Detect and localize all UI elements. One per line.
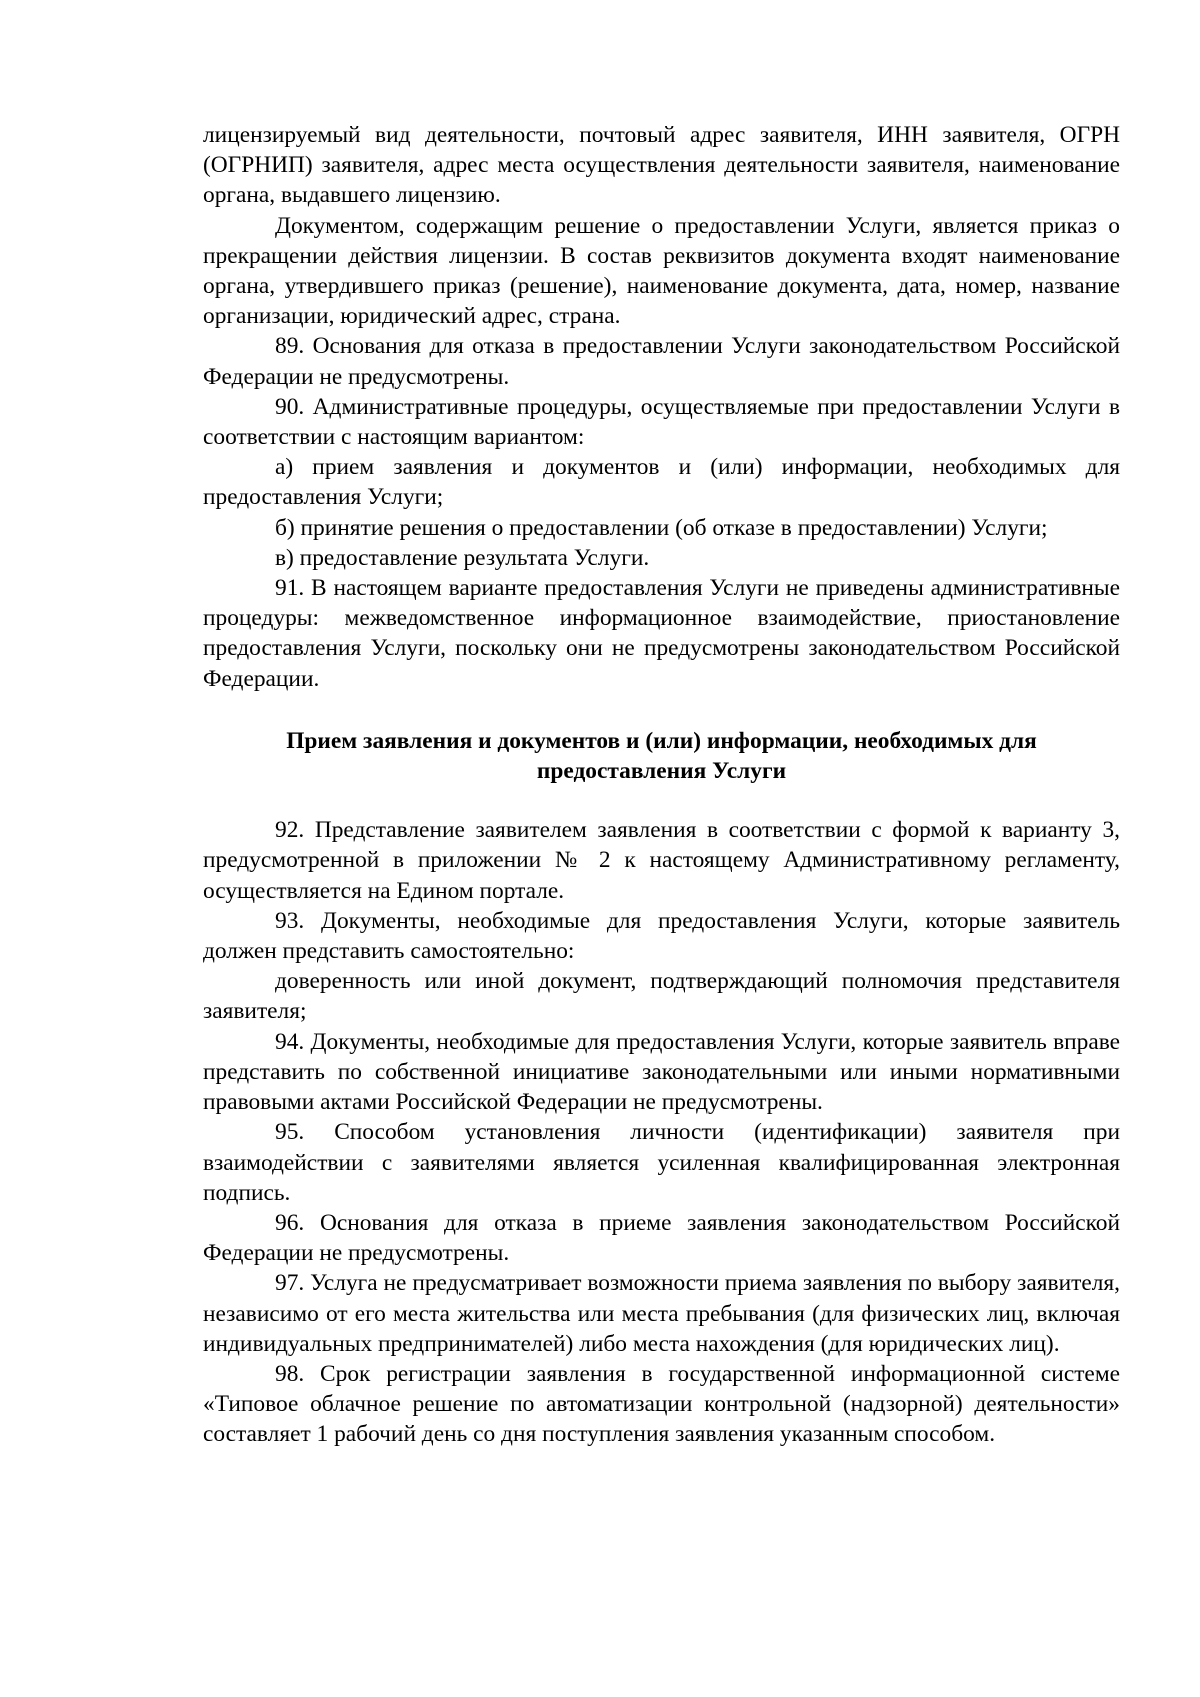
paragraph-98: 98. Срок регистрации заявления в государственной информационной системе «Типовое облачное решение по автоматизации контрольной (надзорной) деятельности» составляет 1 рабочий день со дня поступления заявления указанным способом. — [203, 1360, 1120, 1448]
section-heading: Прием заявления и документов и (или) информации, необходимых для предоставления Услуги — [286, 727, 1037, 785]
paragraph-95: 95. Способом установления личности (идентификации) заявителя при взаимодействии с заявителями является усиленная квалифицированная электронная подпись. — [203, 1119, 1120, 1206]
list-item-b: б) принятие решения о предоставлении (об отказе в предоставлении) Услуги; — [275, 514, 1048, 541]
list-item-a: а) прием заявления и документов и (или) информации, необходимых для предоставления Услуги; — [203, 454, 1120, 511]
paragraph-93: 93. Документы, необходимые для предоставления Услуги, которые заявитель должен представить самостоятельно: — [203, 907, 1120, 965]
paragraph-96: 96. Основания для отказа в приеме заявления законодательством Российской Федерации не предусмотрены. — [203, 1209, 1120, 1267]
paragraph-continuation: лицензируемый вид деятельности, почтовый адрес заявителя, ИНН заявителя, ОГРН (ОГРНИП) заявителя, адрес места осуществления деятельности заявителя, наименование органа, выдавшего лицензию. — [203, 122, 1120, 209]
paragraph-90: 90. Административные процедуры, осуществляемые при предоставлении Услуги в соответствии с настоящим вариантом: — [203, 393, 1120, 451]
paragraph-92: 92. Представление заявителем заявления в соответствии с формой к варианту 3, предусмотренной в приложении № 2 к настоящему Административному регламенту, осуществляется на Едином портале. — [203, 817, 1120, 904]
paragraph-91: 91. В настоящем варианте предоставления Услуги не приведены административные процедуры: межведомственное информационное взаимодействие, приостановление предоставления Услуги, поскольку они не предусмотрены законодательством Российской Федерации. — [203, 575, 1120, 692]
paragraph-result-document: Документом, содержащим решение о предоставлении Услуги, является приказ о прекращении действия лицензии. В состав реквизитов документа входят наименование органа, утвердившего приказ (решение), наименование документа, дата, номер, название организации, юридический адрес, страна. — [203, 212, 1120, 330]
paragraph-93-item: доверенность или иной документ, подтверждающий полномочия представителя заявителя; — [203, 968, 1120, 1025]
document-page — [203, 120, 1120, 1450]
paragraph-89: 89. Основания для отказа в предоставлении Услуги законодательством Российской Федерации не предусмотрены. — [203, 333, 1120, 390]
list-item-v: в) предоставление результата Услуги. — [275, 544, 650, 571]
paragraph-94: 94. Документы, необходимые для предоставления Услуги, которые заявитель вправе представить по собственной инициативе законодательными или иными нормативными правовыми актами Российской Федерации не предусмотрены. — [203, 1028, 1120, 1116]
paragraph-97: 97. Услуга не предусматривает возможности приема заявления по выбору заявителя, независимо от его места жительства или места пребывания (для физических лиц, включая индивидуальных предпринимателей) либо места нахождения (для юридических лиц). — [203, 1270, 1120, 1357]
